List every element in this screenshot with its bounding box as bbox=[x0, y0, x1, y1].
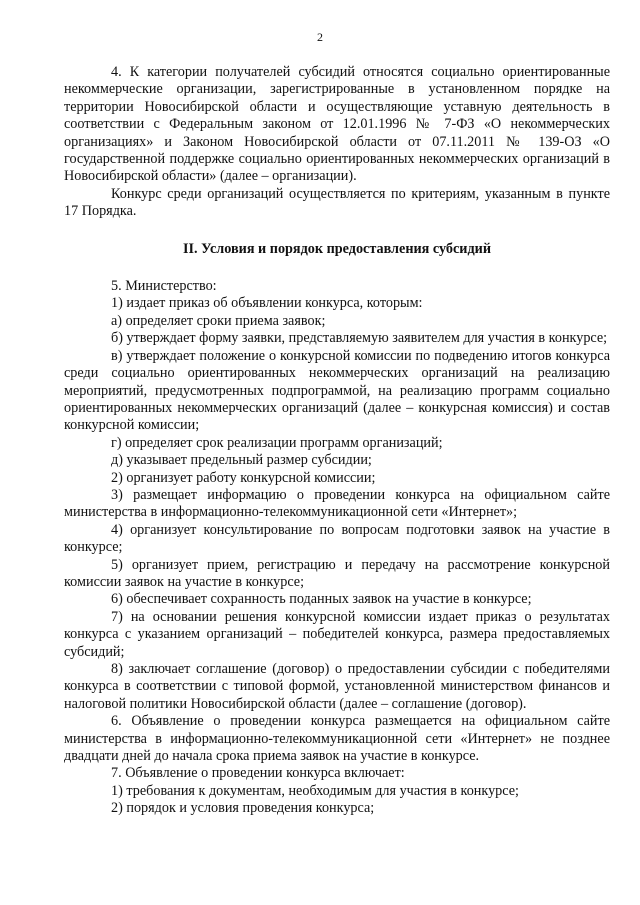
paragraph-subitem-b: б) утверждает форму заявки, представляемую заявителем для участия в конкурсе; bbox=[111, 330, 608, 347]
section-heading: II. Условия и порядок предоставления субсидий bbox=[182, 240, 491, 257]
paragraph-subitem-8: 8) заключает соглашение (договор) о предоставлении субсидии с победителями конкурса в соответствии с типовой формой, установленной министерством финансов и налоговой политики Новосибирской области (далее – соглашение (договор). bbox=[64, 661, 610, 712]
paragraph-item-7-subitem-1: 1) требования к документам, необходимым для участия в конкурсе; bbox=[111, 782, 519, 799]
paragraph-contest-criteria: Конкурс среди организаций осуществляется по критериям, указанным в пункте 17 Порядка. bbox=[64, 185, 610, 220]
paragraph-item-7-subitem-2: 2) порядок и условия проведения конкурса; bbox=[111, 800, 375, 817]
paragraph-item-6: 6. Объявление о проведении конкурса размещается на официальном сайте министерства в информационно-телекоммуникационной сети «Интернет» не позднее двадцати дней до начала срока приема заявок на участие в конкурсе. bbox=[64, 713, 610, 765]
paragraph-subitem-1: 1) издает приказ об объявлении конкурса, которым: bbox=[111, 295, 423, 312]
paragraph-subitem-d: д) указывает предельный размер субсидии; bbox=[111, 452, 372, 469]
paragraph-subitem-3: 3) размещает информацию о проведении конкурса на официальном сайте министерства в информационно-телекоммуникационной сети «Интернет»; bbox=[64, 486, 610, 521]
paragraph-subitem-g: г) определяет срок реализации программ организаций; bbox=[111, 434, 443, 451]
paragraph-subitem-6: 6) обеспечивает сохранность поданных заявок на участие в конкурсе; bbox=[111, 591, 532, 608]
paragraph-subitem-v: в) утверждает положение о конкурсной комиссии по подведению итогов конкурса среди социально ориентированных некоммерческих организаций на реализацию мероприятий, предусмотренных подпрограммой, на реализацию программ социально ориентированных некоммерческих организаций (далее – конкурсная комиссия) и состав конкурсной комиссии; bbox=[64, 347, 610, 434]
paragraph-item-4: 4. К категории получателей субсидий относятся социально ориентированные некоммерческие организации, зарегистрированные в установленном порядке на территории Новосибирской области и осуществляющие уставную деятельность в соответствии с Федеральным законом от 12.01.1996 № 7-ФЗ «О некоммерческих организациях» и Законом Новосибирской области от 07.11.2011 № 139-ОЗ «О государственной поддержке социально ориентированных некоммерческих организаций в Новосибирской области» (далее – организации). bbox=[64, 64, 610, 185]
paragraph-subitem-5: 5) организует прием, регистрацию и передачу на рассмотрение конкурсной комиссии заявок на участие в конкурсе; bbox=[64, 556, 610, 590]
paragraph-item-7: 7. Объявление о проведении конкурса включает: bbox=[111, 765, 405, 782]
paragraph-subitem-a: а) определяет сроки приема заявок; bbox=[111, 312, 326, 329]
paragraph-subitem-4: 4) организует консультирование по вопросам подготовки заявок на участие в конкурсе; bbox=[64, 521, 610, 556]
paragraph-subitem-7: 7) на основании решения конкурсной комиссии издает приказ о результатах конкурса с указанием организаций – победителей конкурса, размера предоставляемых субсидий; bbox=[64, 608, 610, 660]
paragraph-subitem-2: 2) организует работу конкурсной комиссии; bbox=[111, 469, 376, 486]
document-body bbox=[64, 64, 610, 818]
page-number: 2 bbox=[317, 30, 323, 44]
paragraph-item-5: 5. Министерство: bbox=[111, 278, 217, 295]
